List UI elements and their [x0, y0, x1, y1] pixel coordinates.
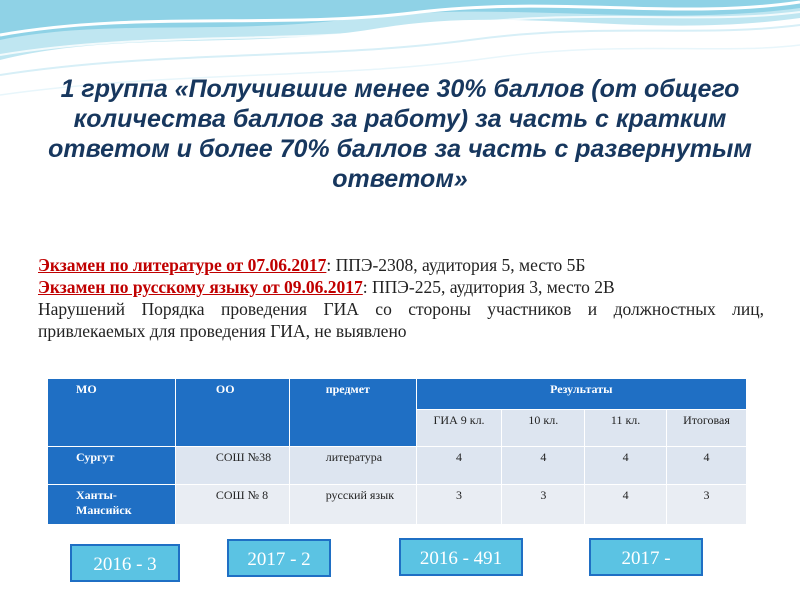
subheader-final: Итоговая [667, 410, 747, 447]
exam-info [38, 254, 764, 342]
subheader-grade11: 11 кл. [585, 410, 667, 447]
exam-line-literature [38, 254, 764, 276]
results-table [47, 378, 747, 525]
exam-literature-detail: : ППЭ-2308, аудитория 5, место 5Б [326, 255, 586, 275]
table-row [48, 447, 747, 485]
badge-2017-literature: 2017 - 2 [227, 539, 331, 577]
header-subject: предмет [289, 379, 416, 447]
table-row [48, 485, 747, 525]
row-subject: литература [289, 447, 416, 485]
row-mo: Сургут [48, 447, 176, 485]
exam-russian-label: Экзамен по русскому языку от 09.06.2017 [38, 277, 363, 297]
header-oo: ОО [175, 379, 289, 447]
subheader-gia9: ГИА 9 кл. [416, 410, 502, 447]
row-value: 3 [416, 485, 502, 525]
header-mo: МО [48, 379, 176, 447]
row-value: 3 [502, 485, 585, 525]
row-value: 4 [585, 485, 667, 525]
header-results: Результаты [416, 379, 746, 410]
exam-russian-detail: : ППЭ-225, аудитория 3, место 2В [362, 277, 615, 297]
row-oo: СОШ № 8 [175, 485, 289, 525]
row-value: 4 [585, 447, 667, 485]
row-value: 4 [416, 447, 502, 485]
badge-2016-russian: 2016 - 491 [399, 538, 523, 576]
exam-line-russian [38, 276, 764, 298]
row-value: 4 [667, 447, 747, 485]
slide-title: 1 группа «Получившие менее 30% баллов (от общего количества баллов за работу) за часть с кратким ответом и более 70% баллов за часть с развернутым ответом» [48, 75, 752, 193]
row-value: 4 [502, 447, 585, 485]
subheader-grade10: 10 кл. [502, 410, 585, 447]
row-value: 3 [667, 485, 747, 525]
row-oo: СОШ №38 [175, 447, 289, 485]
row-subject: русский язык [289, 485, 416, 525]
violations-note: Нарушений Порядка проведения ГИА со стороны участников и должностных лиц, привлекаемых для проведения ГИА, не выявлено [38, 299, 764, 341]
row-mo: Ханты-Мансийск [48, 485, 176, 525]
exam-literature-label: Экзамен по литературе от 07.06.2017 [38, 255, 327, 275]
badge-2016-literature: 2016 - 3 [70, 544, 180, 582]
badge-2017-russian: 2017 - 358 [589, 538, 703, 576]
